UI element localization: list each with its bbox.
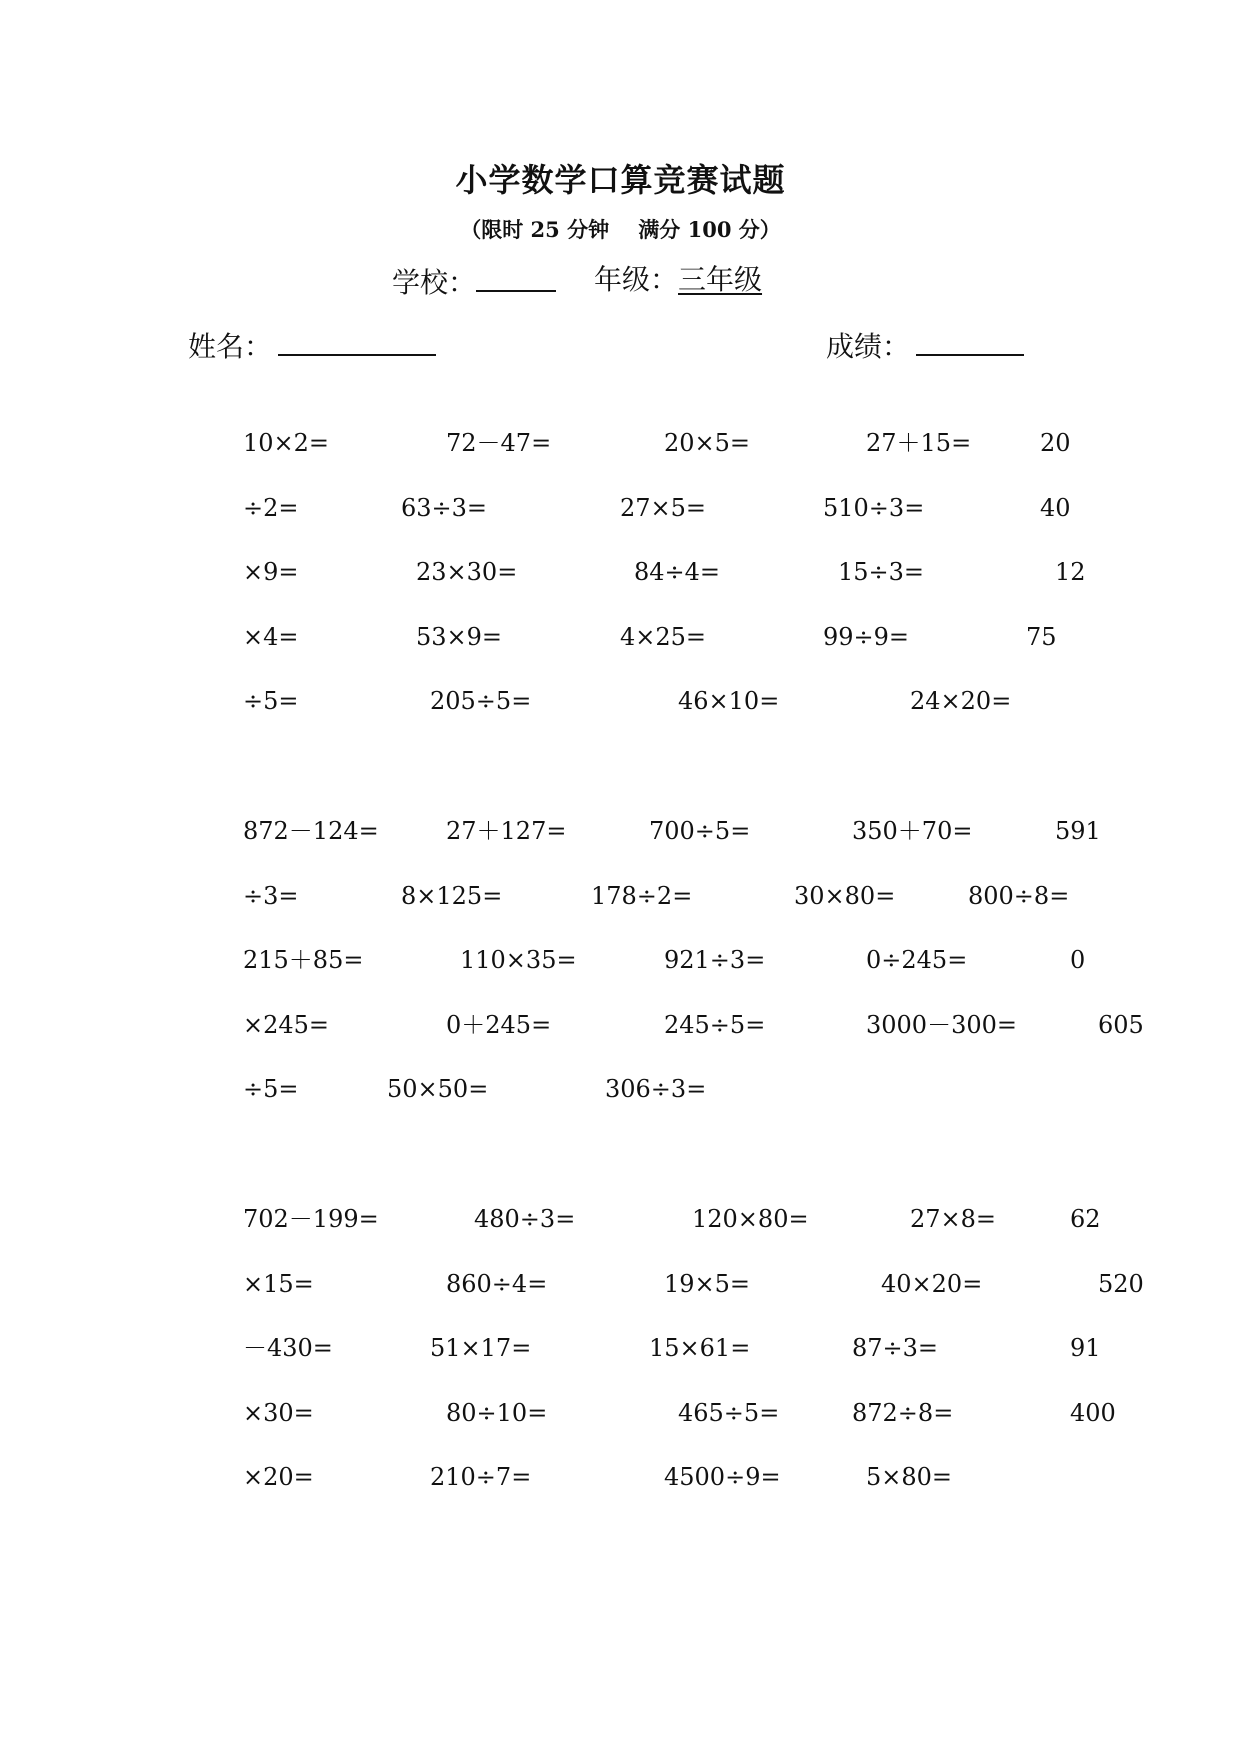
problem: 27＋15= [866, 429, 972, 457]
problem: 400 [1070, 1399, 1116, 1427]
problem: 62 [1070, 1205, 1101, 1233]
problem: 872－124= [243, 817, 379, 845]
problem: 520 [1098, 1270, 1144, 1298]
problem: 50×50= [387, 1075, 489, 1103]
problem: 27×8= [910, 1205, 997, 1233]
problem: 10×2= [243, 429, 330, 457]
problem: 860÷4= [446, 1270, 548, 1298]
problem: 24×20= [910, 687, 1012, 715]
problem: 75 [1026, 623, 1057, 651]
problem: 605 [1098, 1011, 1144, 1039]
problem: 702－199= [243, 1205, 379, 1233]
page-subtitle: （限时 25 分钟 满分 100 分） [460, 217, 781, 242]
problem: 0＋245= [446, 1011, 552, 1039]
problem: 3000－300= [866, 1011, 1017, 1039]
problem: 30×80= [794, 882, 896, 910]
problem: 46×10= [678, 687, 780, 715]
problem: 40×20= [881, 1270, 983, 1298]
problem: 350＋70= [852, 817, 973, 845]
problem: 5×80= [866, 1463, 953, 1491]
problem: 40 [1040, 494, 1071, 522]
name-field [188, 326, 436, 365]
problem: 245÷5= [664, 1011, 766, 1039]
score-field [826, 326, 1024, 365]
problem: 19×5= [664, 1270, 751, 1298]
problem: ×9= [243, 558, 299, 586]
problem: 63÷3= [401, 494, 488, 522]
problem: 872÷8= [852, 1399, 954, 1427]
problem: 480÷3= [474, 1205, 576, 1233]
school-field [392, 262, 556, 301]
problem: 12 [1055, 558, 1086, 586]
problem: 8×125= [401, 882, 503, 910]
problem: 306÷3= [605, 1075, 707, 1103]
problem: 91 [1070, 1334, 1101, 1362]
problem: ÷2= [243, 494, 299, 522]
problem: ÷3= [243, 882, 299, 910]
school-label: 学校： [392, 266, 477, 299]
problem: 178÷2= [591, 882, 693, 910]
problem: －430= [243, 1334, 333, 1362]
problem: 51×17= [430, 1334, 532, 1362]
problem: ÷5= [243, 687, 299, 715]
problem: 15×61= [649, 1334, 751, 1362]
problem: 700÷5= [649, 817, 751, 845]
problem: ×4= [243, 623, 299, 651]
problem: 800÷8= [968, 882, 1070, 910]
score-blank[interactable] [916, 326, 1024, 356]
problem: 210÷7= [430, 1463, 532, 1491]
problem: 20 [1040, 429, 1071, 457]
problem: 20×5= [664, 429, 751, 457]
problem: 23×30= [416, 558, 518, 586]
name-blank[interactable] [278, 326, 436, 356]
problem: ÷5= [243, 1075, 299, 1103]
problem: 15÷3= [838, 558, 925, 586]
problem: ×20= [243, 1463, 314, 1491]
problem: 0÷245= [866, 946, 968, 974]
problem: 4500÷9= [664, 1463, 781, 1491]
problem: ×15= [243, 1270, 314, 1298]
problem: 120×80= [692, 1205, 809, 1233]
problem: 80÷10= [446, 1399, 548, 1427]
grade-field [594, 262, 762, 298]
page-title: 小学数学口算竞赛试题 [455, 161, 786, 199]
problem: ×245= [243, 1011, 330, 1039]
name-label: 姓名： [188, 330, 273, 363]
problem: 205÷5= [430, 687, 532, 715]
grade-label: 年级： [594, 263, 679, 296]
problem: 72－47= [446, 429, 552, 457]
problem: 215＋85= [243, 946, 364, 974]
problem: 465÷5= [678, 1399, 780, 1427]
problem: 4×25= [620, 623, 707, 651]
problem: 53×9= [416, 623, 503, 651]
problem: 0 [1070, 946, 1086, 974]
problem: ×30= [243, 1399, 314, 1427]
problem: 99÷9= [823, 623, 910, 651]
problem: 110×35= [460, 946, 577, 974]
problem: 921÷3= [664, 946, 766, 974]
score-label: 成绩： [826, 330, 911, 363]
problem: 27×5= [620, 494, 707, 522]
grade-value: 三年级 [678, 263, 763, 296]
school-blank[interactable] [476, 262, 556, 292]
problem: 510÷3= [823, 494, 925, 522]
problem: 84÷4= [634, 558, 721, 586]
problem: 27＋127= [446, 817, 567, 845]
problem: 591 [1055, 817, 1101, 845]
problem: 87÷3= [852, 1334, 939, 1362]
